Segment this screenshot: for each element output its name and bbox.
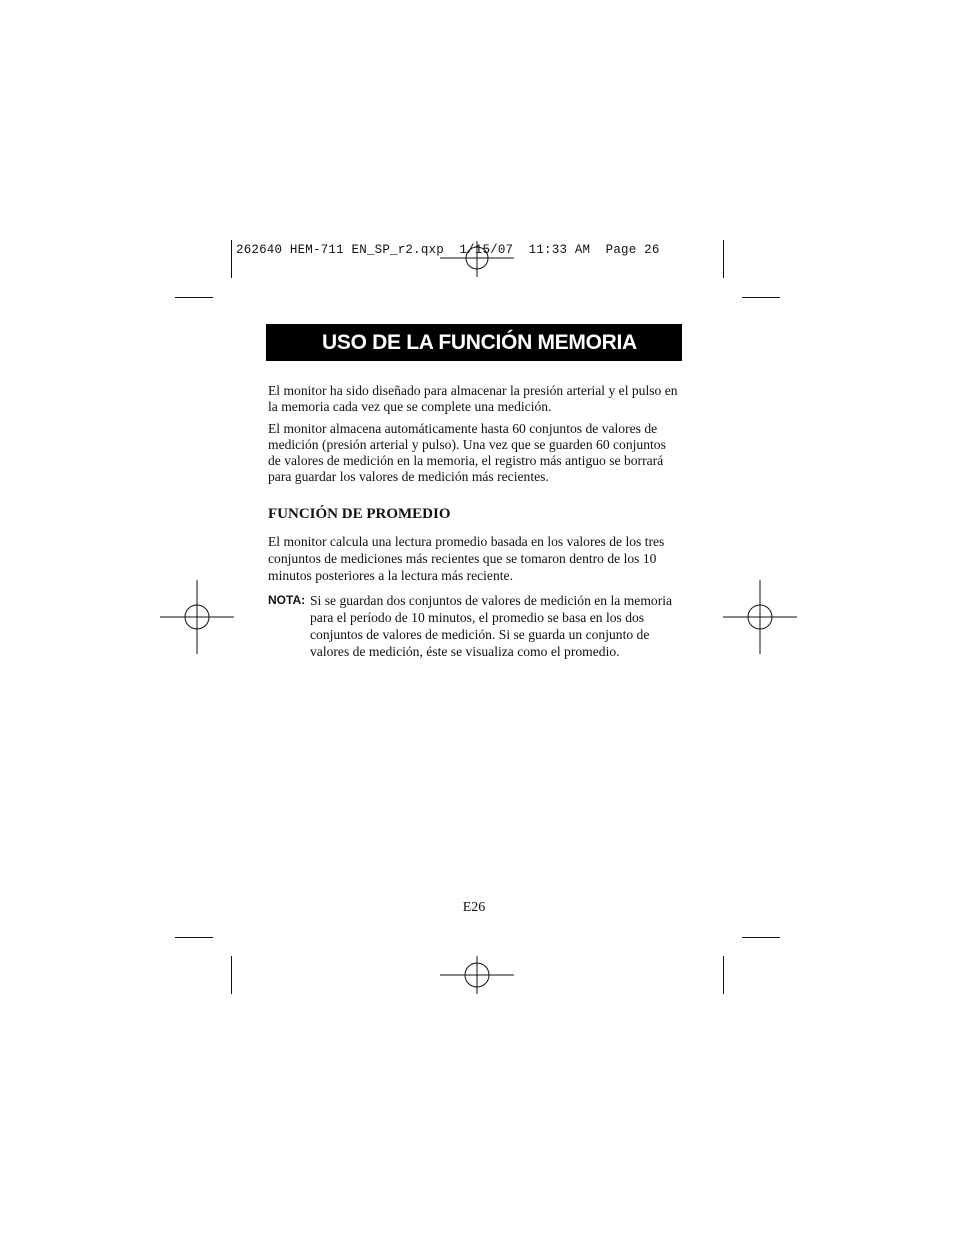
note-block: [268, 592, 682, 660]
crop-mark-bottom-left-horizontal: [175, 937, 213, 938]
crop-mark-top-right-vertical: [723, 240, 724, 278]
crop-mark-top-left-horizontal: [175, 297, 213, 298]
memory-capacity-paragraph: El monitor almacena automáticamente hasta 60 conjuntos de valores de medición (presión arterial y pulso). Una vez que se guarden 60 conjuntos de valores de medición en la memoria, el registro más antiguo se borrará para guardar los valores de medición más recientes.: [268, 421, 666, 484]
note-label: NOTA:: [268, 593, 306, 607]
page-number: E26: [462, 900, 486, 915]
average-function-paragraph: El monitor calcula una lectura promedio basada en los valores de los tres conjuntos de mediciones más recientes que se tomaron dentro de los 10 minutos posteriores a la lectura más reciente.: [268, 534, 665, 583]
crop-mark-bottom-right-horizontal: [742, 937, 780, 938]
registration-mark-right-icon: [723, 580, 797, 654]
page-title: USO DE LA FUNCIÓN MEMORIA: [266, 324, 682, 361]
intro-paragraph: El monitor ha sido diseñado para almacenar la presión arterial y el pulso en la memoria cada vez que se complete una medición.: [268, 383, 678, 414]
note-text: Si se guardan dos conjuntos de valores de medición en la memoria para el período de 10 minutos, el promedio se basa en los dos conjuntos de valores de medición. Si se guarda un conjunto de valores de medición, éste se visualiza como el promedio.: [310, 593, 673, 659]
print-slug: 262640 HEM-711 EN_SP_r2.qxp 1/15/07 11:33 AM Page 26: [236, 243, 660, 257]
registration-mark-top-icon: [440, 221, 514, 295]
registration-mark-left-icon: [160, 580, 234, 654]
crop-mark-top-right-horizontal: [742, 297, 780, 298]
main-content: [268, 383, 682, 660]
registration-mark-bottom-icon: [440, 938, 514, 1012]
crop-mark-bottom-right-vertical: [723, 956, 724, 994]
section-heading: FUNCIÓN DE PROMEDIO: [268, 506, 451, 522]
crop-mark-top-left-vertical: [231, 240, 232, 278]
crop-mark-bottom-left-vertical: [231, 956, 232, 994]
